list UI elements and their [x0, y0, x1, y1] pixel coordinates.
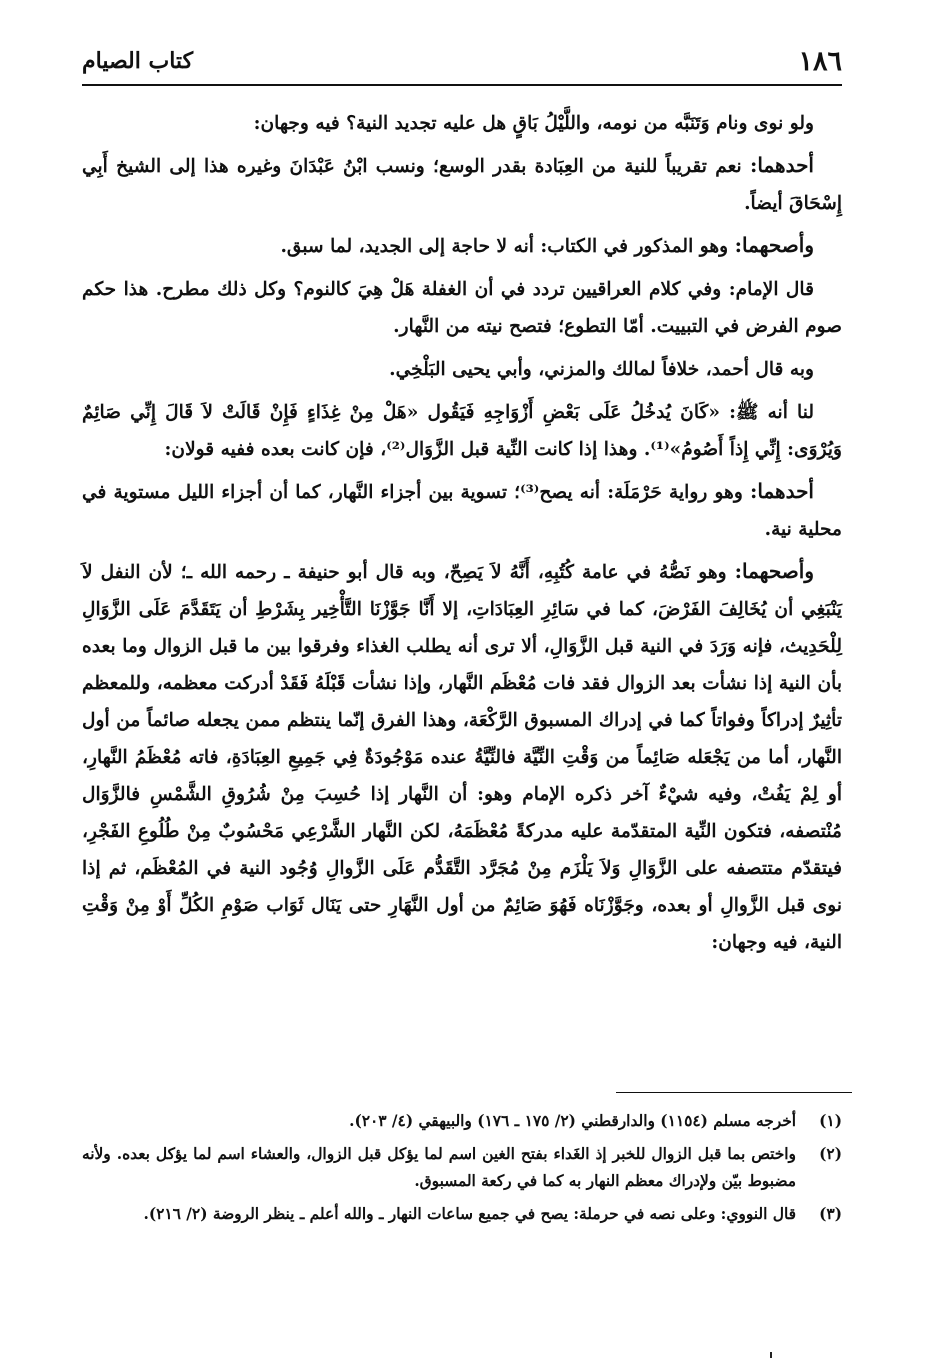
footnote	[82, 1141, 842, 1195]
footnote	[82, 1108, 842, 1135]
paragraph-text: ولو نوى ونام وَتَنَبَّه من نومه، واللَّيْلُ بَاقٍ هل عليه تجديد النية؟ فيه وجهان:	[253, 113, 814, 134]
paragraph-lead: أحدهما:	[749, 153, 814, 177]
page-number: ١٨٦	[798, 46, 842, 77]
footnote-number: (٢)	[819, 1145, 842, 1163]
footnotes	[82, 1108, 842, 1234]
paragraph-lead: وأصحهما:	[734, 233, 814, 257]
paragraph-lead: وأصحهما:	[734, 559, 814, 583]
footnote-text: أخرجه مسلم (١١٥٤) والدارقطني (٢/ ١٧٥ ـ ١٧٦) والبيهقي (٤/ ٢٠٣).	[349, 1112, 796, 1130]
page-header	[82, 40, 842, 86]
paragraph	[82, 350, 842, 388]
paragraph	[82, 393, 842, 468]
paragraph-lead: أحدهما:	[749, 479, 814, 503]
paragraph-text: نعم تقريباً للنية من العِبَادة بقدر الوسع؛ ونسب ابْنُ عَبْدَانَ وغيره هذا إلى الشيخ أَبِي إِسْحَاقَ أيضاً.	[82, 156, 842, 214]
paragraph	[82, 104, 842, 142]
paragraph-text: لنا أنه ﷺ: «كَانَ يُدخُلُ عَلَى بَعْضِ أَزْوَاجِهِ فَيَقُول «هَلْ مِنْ غِذَاءٍ فَإِنْ قَالَتْ لاَ قَالَ إِنِّي صَائِمٌ وَيُرْوَى: إِنِّي إِذاً أَصُومُ»⁽¹⁾. وهذا إذا كانت النِّية قبل الزَّوَال⁽²⁾، فإن كانت بعده ففيه قولان:	[82, 402, 842, 460]
main-text	[82, 104, 842, 966]
paragraph-text: قال الإمام: وفي كلام العراقيين تردد في أن الغفلة هَلْ هِيَ كالنوم؟ وكل ذلك مطرح. هذا حكم صوم الفرض في التبييت. أمّا التطوع؛ فتصح نيته من النَّهار.	[82, 279, 842, 337]
paragraph-text: وهو نَصُّهُ في عامة كُتُبِهِ، أَنَّهُ لاَ يَصِحّ، وبه قال أبو حنيفة ـ رحمه الله ـ؛ لأن النفل لاَ يَنْبَغِي أن يُخَالِفَ الفَرْضَ، كما في سَائِرِ العِبَادَاتِ، إلا أَنَّا جَوَّزْنَا التَّأْخِير بِشَرْطِ أن يَتَقَدَّمَ عَلَى الزَّوَالِ لِلْحَدِيث، فإنه وَرَدَ في النية قبل الزَّوَالِ، ألا ترى أنه يطلب الغذاء وفرقوا بين ما قبل الزوال وما بعده بأن النية إذا نشأت بعد الزوال فقد فات مُعْظَم النَّهار، وإذا نشأت قَبْلَهُ فَقَدْ أدركت معظمه، وللمعظم تأثِيرٌ إدراكاً وفواتاً كما في إدراك المسبوق الرَّكْعَة، وهذا الفرق إنّما ينتظم ممن يجعله صائماً من أول النَّهار، أما من يَجْعَله صَائِماً من وَقْتِ النِّيَّة فالنِّيَّةُ عنده مَوْجُودَةٌ فِي جَمِيعِ العِبَادَةِ، فاته مُعْظَمُ النَّهارِ، أو لِمْ يَفُتْ، وفيه شيْءٌ آخر ذكره الإمام وهو: أن النَّهار إذا حُسِبَ مِنْ شُرُوقِ الشَّمْسِ فالزَّوَال مُنْتصفه، فتكون النِّية المتقدّمة عليه مدركةً مُعْظَمَهُ، لكن النَّهار الشَّرْعِي مَحْسُوبٌ مِنْ طُلُوعِ الفَجْرِ، فيتقدّم متتصفه على الزَّوَالِ وَلاَ يَلْزَم مِنْ مُجَرَّد التَّقَدُّم عَلَى الزَّوالِ وُجُود النية في المُعْظَم، ثم إذا نوى قبل الزَّوالِ أو بعده، وجَوَّزْنَاه فَهُوَ صَائِمٌ من أول النَّهَارِ حتى يَنَال ثَوَاب صَوْمِ الكُلِّ أَوْ مِنْ وَقْتِ النية، فيه وجهان:	[82, 562, 842, 953]
book-title: كتاب الصيام	[82, 48, 194, 74]
footnote-number: (٣)	[819, 1205, 842, 1223]
paragraph-text: وهو رواية حَرْمَلَة: أنه يصح⁽³⁾؛ تسوية بين أجزاء النَّهار، كما أن أجزاء الليل مستوية في محلية نية.	[82, 482, 842, 540]
paragraph	[82, 473, 842, 548]
paragraph-text: وهو المذكور في الكتاب: أنه لا حاجة إلى الجديد، لما سبق.	[280, 236, 729, 257]
paragraph	[82, 270, 842, 345]
paragraph	[82, 227, 842, 265]
paragraph-text: وبه قال أحمد، خلافاً لمالك والمزني، وأبي يحيى البَلْخِي.	[389, 359, 814, 380]
footnote-text: واختص بما قبل الزوال للخبر إذ الغَداء بفتح الغين اسم لما يؤكل قبل الزوال، والعشاء اسم لما يؤكل بعده. ولأنه مضبوط بيّن ولإدراك معظم النهار به كما في ركعة المسبوق.	[82, 1145, 796, 1190]
footnote-text: قال النووي: وعلى نصه في حرملة: يصح في جميع ساعات النهار ـ والله أعلم ـ ينظر الروضة (٢/ ٢١٦).	[143, 1205, 796, 1223]
scan-mark	[770, 1352, 772, 1358]
paragraph	[82, 553, 842, 961]
footnote-divider	[616, 1092, 852, 1093]
footnote	[82, 1201, 842, 1228]
footnote-number: (١)	[819, 1112, 842, 1130]
paragraph	[82, 147, 842, 222]
